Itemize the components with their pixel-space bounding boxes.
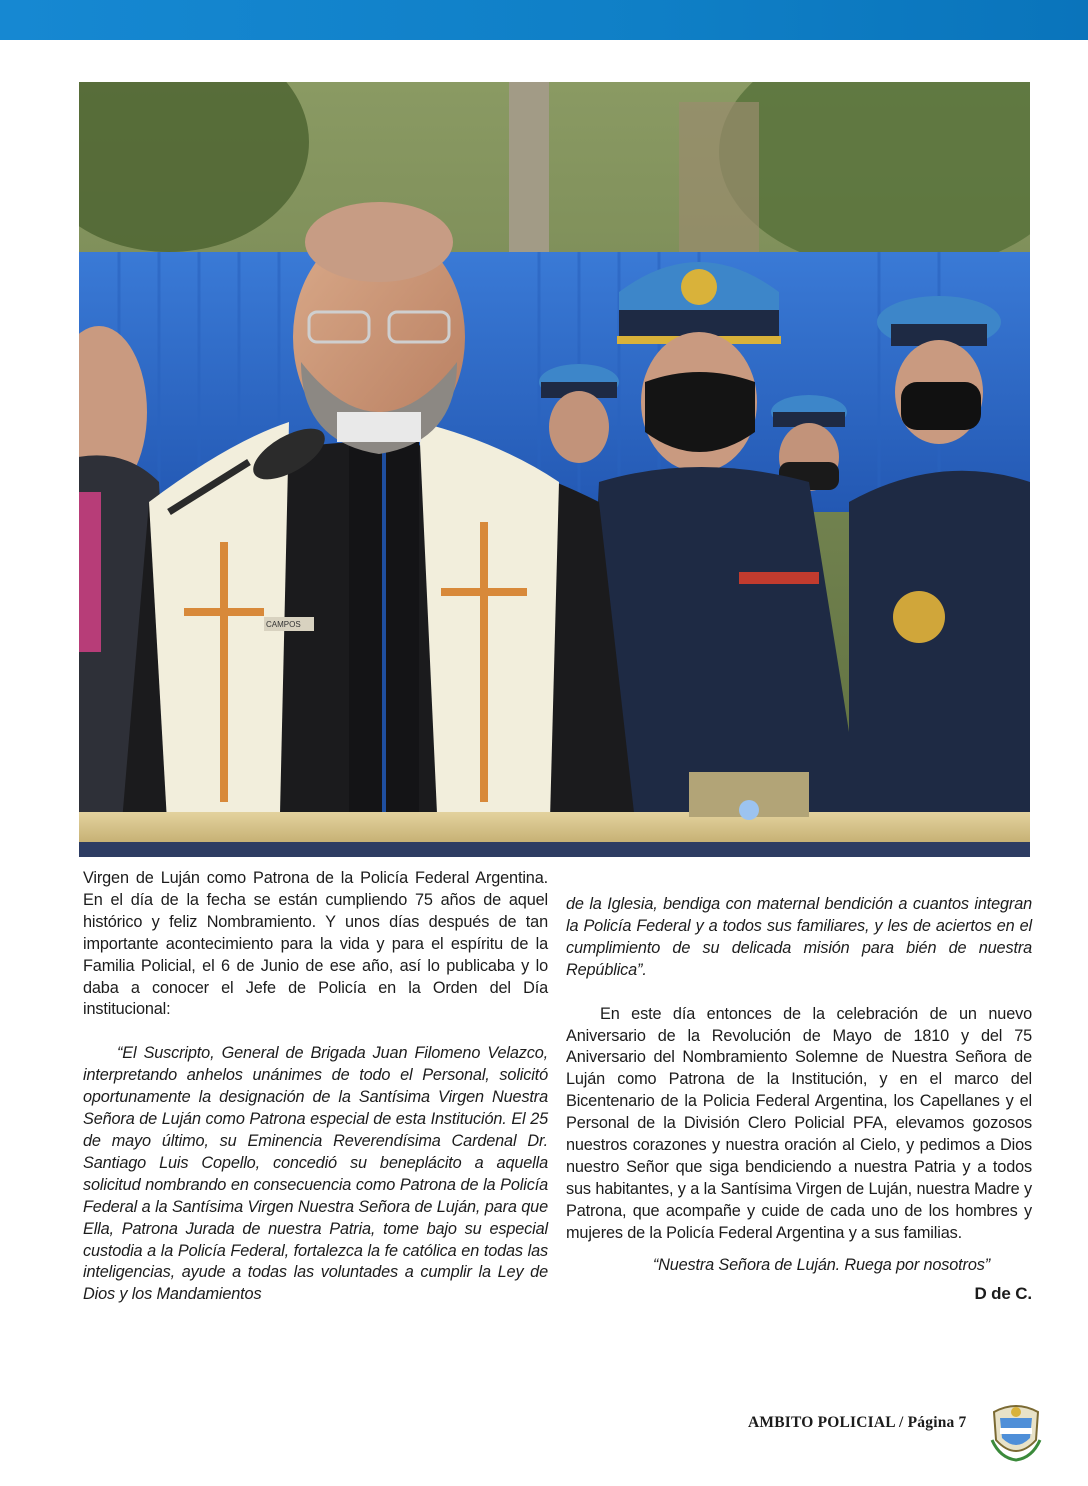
police-emblem-icon [990, 1400, 1042, 1462]
intro-paragraph: Virgen de Luján como Patrona de la Policía Federal Argentina. En el día de la fecha se están cumpliendo 75 años de aquel histórico y feliz Nombramiento. Y unos días después de tan importante acontecimiento para la vida y para el espíritu de la Familia Policial, el 6 de Junio de ese año, así lo publicaba y lo daba a conocer el Jefe de Policía en la Orden del Día institucional: [83, 869, 548, 1019]
article-column-left [83, 868, 548, 1306]
author-signature: D de C. [974, 1283, 1032, 1303]
decree-quote-continued: de la Iglesia, bendiga con maternal bendición a cuantos integran la Policía Federal y a todos sus familiares, y les de aciertos en el cumplimiento de su delicada misión para bién de nuestra República”. [566, 895, 1032, 979]
article-photo [79, 82, 1030, 857]
decree-quote: “El Suscripto, General de Brigada Juan Filomeno Velazco, interpretando anhelos unánimes de todo el Personal, solicitó oportunamente la designación de la Santísima Virgen Nuestra Señora de Luján como Patrona especial de esta Institución. El 25 de mayo último, su Eminencia Reverendísima Cardenal Dr. Santiago Luis Copello, concedió su beneplácito a aquella solicitud nombrando en consecuencia como Patrona de la Policía Federal a la Santísima Virgen Nuestra Señora de Luján, para que Ella, Patrona Jurada de nuestra Patria, tome bajo su especial custodia a la Policía Federal, fortalezca la fe católica en todas las inteligencias, ayude a todas las voluntades a cumplir la Ley de Dios y los Mandamientos [83, 1044, 548, 1304]
closing-prayer: “Nuestra Señora de Luján. Ruega por nosotros” [652, 1255, 990, 1274]
photo-illustration [79, 82, 1030, 857]
top-color-bar [0, 0, 1088, 40]
name-tag-text: CAMPOS [266, 620, 301, 629]
celebration-paragraph: En este día entonces de la celebración de un nuevo Aniversario de la Revolución de Mayo de 1810 y del 75 Aniversario del Nombramiento Solemne de Nuestra Señora de Luján como Patrona de la Institución, y en el marco del Bicentenario de la Policia Federal Argentina, los Capellanes y el Personal de la División Clero Policial PFA, elevamos gozosos nuestros corazones y nuestra oración al Cielo, y pedimos a Dios nuestro Señor que siga bendiciendo a nuestra Patria y a todos sus habitantes, y a la Santísima Virgen de Luján, nuestra Madre y Patrona, que acompañe y cuide de cada uno de los hombres y mujeres de la Policía Federal Argentina y a sus familias. [566, 1004, 1032, 1242]
article-column-right [566, 894, 1032, 1304]
footer-page-label: AMBITO POLICIAL / Página 7 [748, 1414, 967, 1431]
